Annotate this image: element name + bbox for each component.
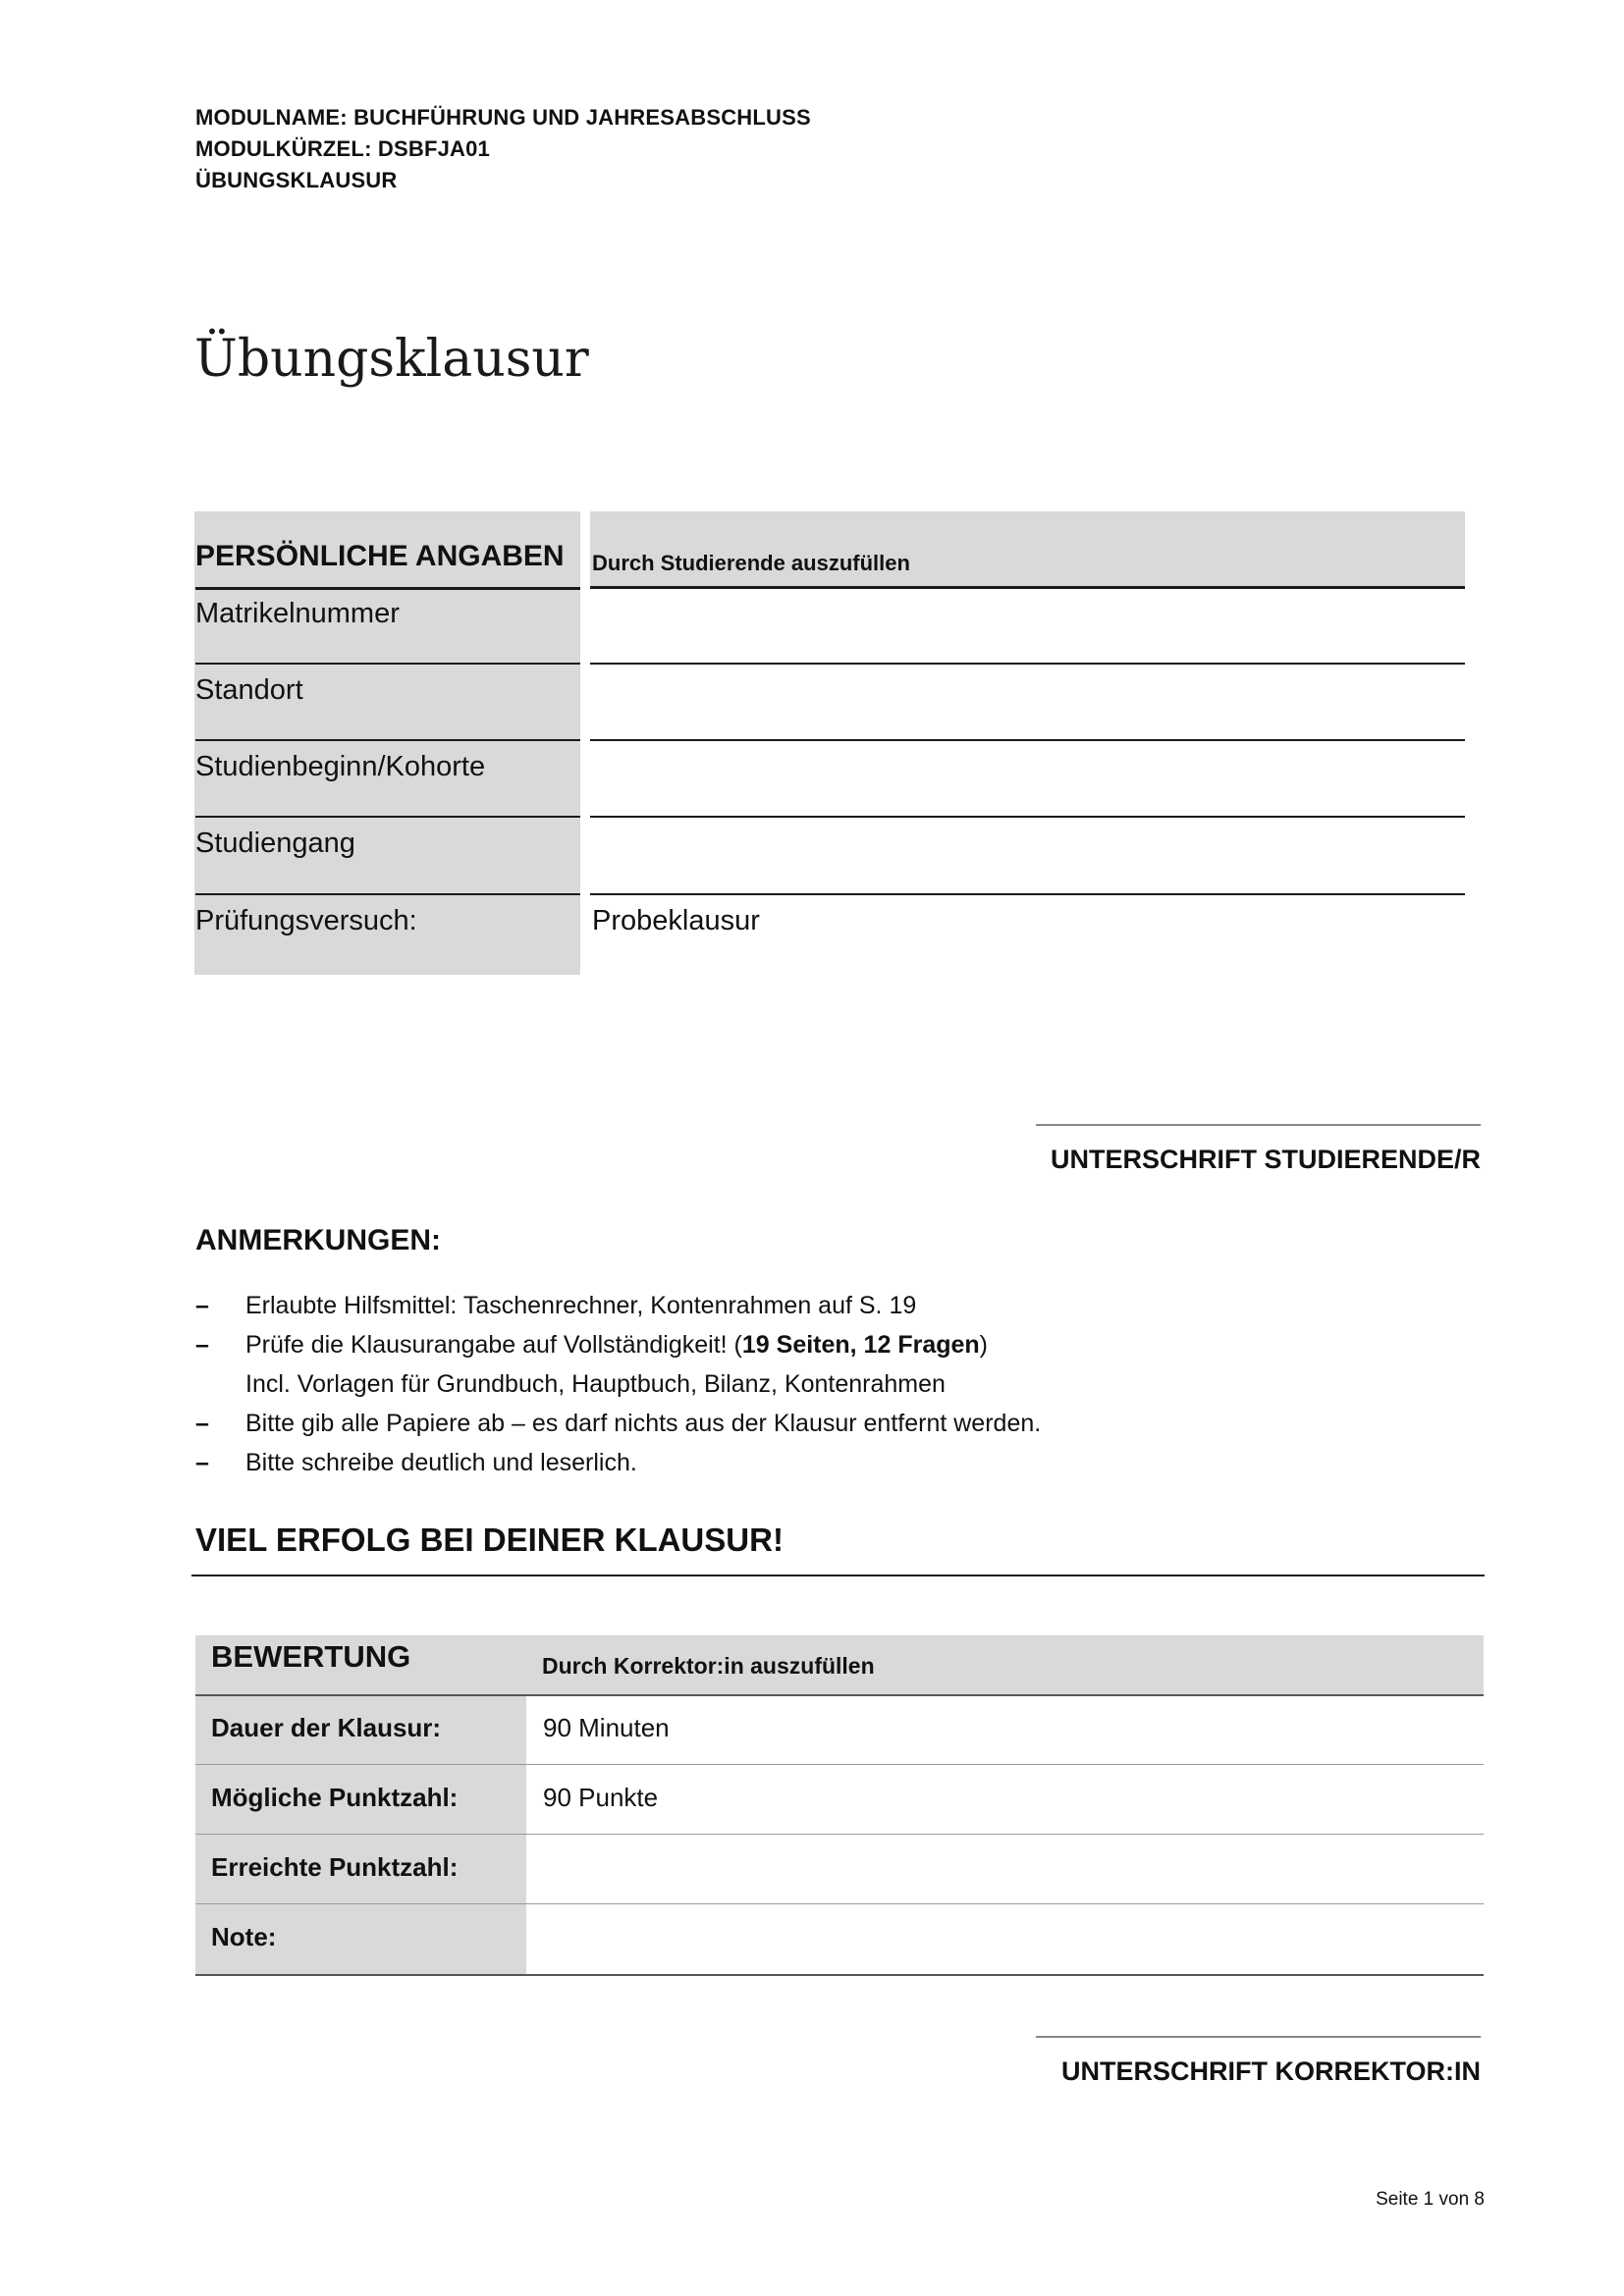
erreichte-punktzahl-label: Erreichte Punktzahl: [211,1852,459,1882]
page-number: Seite 1 von 8 [1376,2189,1485,2210]
row-divider [590,663,1465,665]
dauer-label: Dauer der Klausur: [211,1713,442,1742]
personal-data-heading-rule [195,587,580,590]
note-label: Note: [211,1922,277,1951]
erreichte-punktzahl-field[interactable] [543,1843,1466,1900]
personal-data-note-rule [590,586,1465,589]
rating-note: Durch Korrektor:in auszufüllen [542,1653,875,1679]
rating-heading: BEWERTUNG [211,1639,411,1674]
standort-field[interactable] [592,674,1465,735]
rating-bottom-rule [195,1974,1484,1976]
dash-bullet: – [195,1292,209,1319]
row-divider [195,1764,1484,1765]
corrector-signature-label: UNTERSCHRIFT KORREKTOR:IN [1061,2056,1481,2086]
dash-bullet: – [195,1410,209,1437]
exam-type: ÜBUNGSKLAUSUR [195,168,398,192]
matrikelnummer-label: Matrikelnummer [195,598,400,629]
row-divider [590,816,1465,818]
pruefungsversuch-label: Prüfungsversuch: [195,905,417,936]
row-divider [195,816,580,818]
studiengang-field[interactable] [592,828,1465,888]
list-item [195,1443,1472,1482]
list-item [195,1404,1472,1443]
moegliche-punktzahl-value: 90 Punkte [543,1783,659,1812]
dauer-value: 90 Minuten [543,1713,670,1742]
row-divider [195,739,580,741]
row-divider [590,739,1465,741]
notes-list [195,1286,1472,1482]
rating-header-rule [195,1694,1484,1696]
personal-data-note: Durch Studierende auszufüllen [592,551,910,575]
list-item [195,1286,1472,1325]
standort-label: Standort [195,674,303,706]
studiengang-label: Studiengang [195,828,355,859]
row-divider [590,893,1465,895]
dash-bullet: – [195,1331,209,1359]
corrector-signature-line[interactable]: _______________________________ [1036,2009,1480,2040]
moegliche-punktzahl-label: Mögliche Punktzahl: [211,1783,459,1812]
module-name: MODULNAME: BUCHFÜHRUNG UND JAHRESABSCHLUSS [195,105,811,130]
matrikelnummer-field[interactable] [592,598,1465,659]
dash-bullet: – [195,1449,209,1476]
row-divider [195,1903,1484,1904]
note-text: Incl. Vorlagen für Grundbuch, Hauptbuch, Bilanz, Kontenrahmen [245,1370,946,1398]
section-divider [191,1575,1485,1576]
studienbeginn-field[interactable] [592,751,1465,812]
row-divider [195,893,580,895]
good-luck-heading: VIEL ERFOLG BEI DEINER KLAUSUR! [195,1522,784,1558]
note-field[interactable] [543,1913,1466,1970]
note-text: Bitte schreibe deutlich und leserlich. [245,1449,637,1476]
notes-heading: ANMERKUNGEN: [195,1224,441,1256]
note-text: Bitte gib alle Papiere ab – es darf nichts aus der Klausur entfernt werden. [245,1410,1042,1437]
personal-data-heading: PERSÖNLICHE ANGABEN [195,540,565,572]
studienbeginn-label: Studienbeginn/Kohorte [195,751,486,782]
note-text: Prüfe die Klausurangabe auf Vollständigkeit! ( [245,1331,742,1359]
row-divider [195,663,580,665]
note-text: Erlaubte Hilfsmittel: Taschenrechner, Kontenrahmen auf S. 19 [245,1292,917,1319]
student-signature-line[interactable]: _______________________________ [1036,1097,1480,1128]
note-text-bold: 19 Seiten, 12 Fragen [741,1331,980,1359]
student-signature-label: UNTERSCHRIFT STUDIERENDE/R [1050,1145,1481,1174]
list-item [195,1325,1472,1364]
page-title: Übungsklausur [194,330,589,389]
module-header [195,102,811,196]
note-text-end: ) [979,1331,988,1359]
row-divider [195,1834,1484,1835]
list-item-continuation [195,1364,1472,1404]
module-code: MODULKÜRZEL: DSBFJA01 [195,136,490,161]
pruefungsversuch-value: Probeklausur [592,905,760,936]
